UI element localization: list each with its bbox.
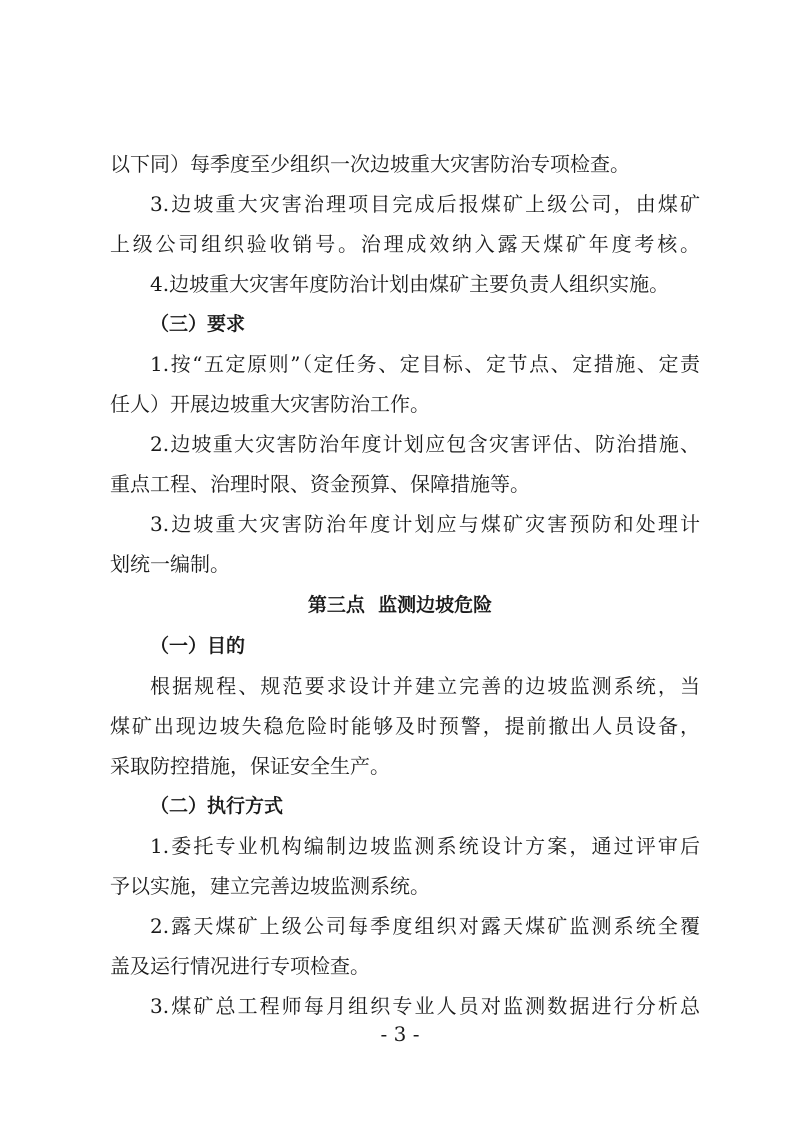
paragraph-line: 煤矿出现边坡失稳危险时能够及时预警，提前撤出人员设备， (110, 714, 700, 738)
paragraph-line: 1.委托专业机构编制边坡监测系统设计方案，通过评审后 (150, 834, 700, 858)
section-heading: （一）目的 (150, 635, 246, 657)
section-heading: （二）执行方式 (150, 795, 284, 817)
paragraph-line: 根据规程、规范要求设计并建立完善的边坡监测系统，当 (150, 674, 700, 698)
paragraph-line: 4.边坡重大灾害年度防治计划由煤矿主要负责人组织实施。 (150, 272, 670, 296)
paragraph-line: 2.露天煤矿上级公司每季度组织对露天煤矿监测系统全覆 (150, 914, 700, 938)
paragraph-line: 划统一编制。 (110, 552, 230, 576)
paragraph-line: 1.按“五定原则”（定任务、定目标、定节点、定措施、定责 (150, 352, 700, 376)
paragraph-line: 2.边坡重大灾害防治年度计划应包含灾害评估、防治措施、 (150, 432, 700, 456)
paragraph-line: 盖及运行情况进行专项检查。 (110, 954, 370, 978)
paragraph-line: 予以实施，建立完善边坡监测系统。 (110, 874, 430, 898)
paragraph-line: 采取防控措施，保证安全生产。 (110, 754, 390, 778)
paragraph-line: 重点工程、治理时限、资金预算、保障措施等。 (110, 472, 530, 496)
paragraph-line: 上级公司组织验收销号。治理成效纳入露天煤矿年度考核。 (110, 232, 700, 256)
paragraph-line: 3.煤矿总工程师每月组织专业人员对监测数据进行分析总 (150, 994, 700, 1018)
paragraph-line: 任人）开展边坡重大灾害防治工作。 (110, 392, 430, 416)
chapter-heading: 第三点 监测边坡危险 (307, 594, 493, 616)
paragraph-line: 3.边坡重大灾害防治年度计划应与煤矿灾害预防和处理计 (150, 512, 700, 536)
paragraph-line: 3.边坡重大灾害治理项目完成后报煤矿上级公司，由煤矿 (150, 192, 700, 216)
section-heading: （三）要求 (150, 313, 246, 335)
page-number: - 3 - (380, 1022, 420, 1046)
paragraph-line: 以下同）每季度至少组织一次边坡重大灾害防治专项检查。 (110, 152, 630, 176)
